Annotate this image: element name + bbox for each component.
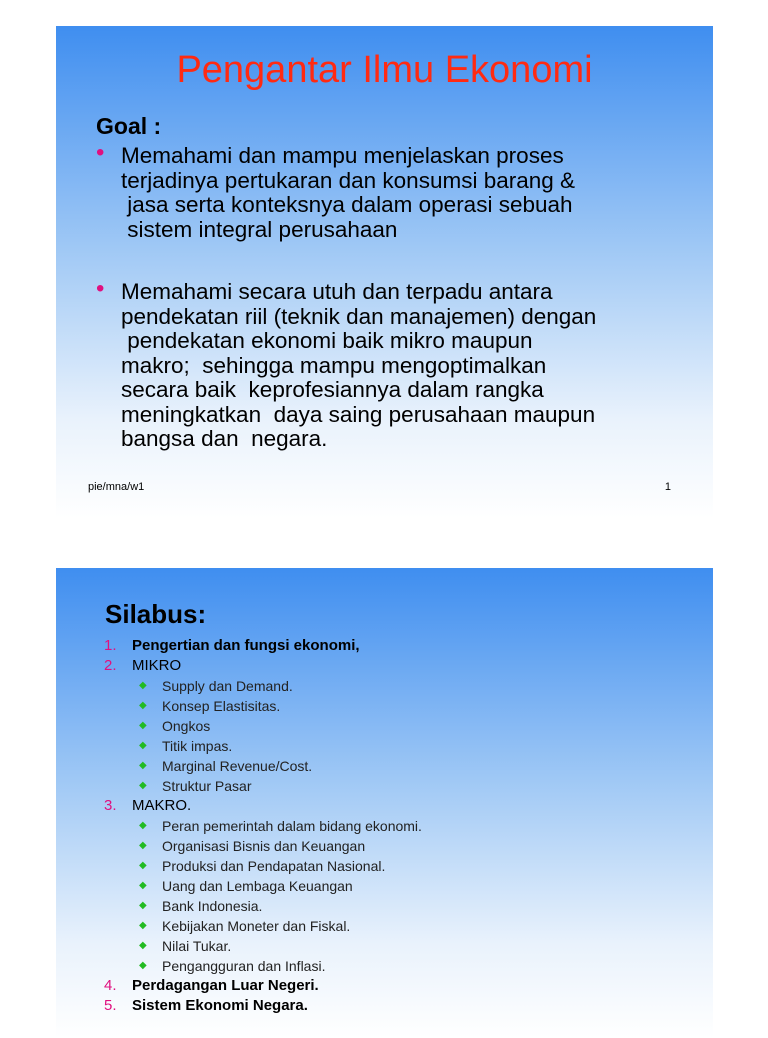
syllabus-subitem — [104, 776, 664, 796]
subitem-label: Marginal Revenue/Cost. — [162, 758, 313, 774]
syllabus-subitem — [104, 736, 664, 756]
diamond-bullet-icon: ◆ — [139, 720, 147, 731]
slide-2 — [56, 568, 713, 1038]
syllabus-list — [104, 636, 664, 1016]
syllabus-subitem — [104, 836, 664, 856]
syllabus-subitem — [104, 956, 664, 976]
goal-label: Goal : — [96, 113, 162, 139]
item-label: Perdagangan Luar Negeri. — [132, 977, 319, 994]
bullet-point — [96, 275, 696, 452]
subitem-label: Peran pemerintah dalam bidang ekonomi. — [162, 818, 422, 834]
bullet-icon: • — [96, 275, 105, 302]
diamond-bullet-icon: ◆ — [139, 780, 147, 791]
syllabus-subitem — [104, 716, 664, 736]
subitem-label: Kebijakan Moneter dan Fiskal. — [162, 918, 351, 934]
subitem-label: Nilai Tukar. — [162, 938, 232, 954]
item-number: 3. — [104, 797, 117, 814]
diamond-bullet-icon: ◆ — [139, 760, 147, 771]
subitem-label: Struktur Pasar — [162, 778, 252, 794]
bullet-line: meningkatkan daya saing perusahaan maupun — [121, 401, 596, 427]
bullet-line: makro; sehingga mampu mengoptimalkan — [121, 352, 547, 378]
subitem-label: Produksi dan Pendapatan Nasional. — [162, 858, 386, 874]
diamond-bullet-icon: ◆ — [139, 880, 147, 891]
bullet-line: Memahami secara utuh dan terpadu antara — [121, 279, 553, 304]
item-label: Sistem Ekonomi Negara. — [132, 997, 308, 1014]
item-label: MAKRO. — [132, 797, 192, 814]
slide-title: Silabus: — [105, 599, 207, 629]
syllabus-item — [104, 976, 664, 996]
subitem-label: Uang dan Lembaga Keuangan — [162, 878, 353, 894]
bullet-line: secara baik keprofesiannya dalam rangka — [121, 377, 544, 402]
syllabus-subitem — [104, 696, 664, 716]
syllabus-subitem — [104, 816, 664, 836]
bullet-line: terjadinya pertukaran dan konsumsi barang & — [121, 167, 576, 193]
syllabus-item — [104, 656, 664, 676]
bullet-line: sistem integral perusahaan — [121, 216, 398, 242]
syllabus-subitem — [104, 856, 664, 876]
bullet-text — [96, 144, 696, 242]
item-number: 2. — [104, 657, 117, 674]
bullet-line: bangsa dan negara. — [121, 426, 328, 451]
syllabus-subitem — [104, 936, 664, 956]
diamond-bullet-icon: ◆ — [139, 680, 147, 691]
slide-title: Pengantar Ilmu Ekonomi — [176, 49, 593, 91]
diamond-bullet-icon: ◆ — [139, 960, 147, 971]
slide-1 — [56, 26, 713, 518]
bullet-line: Memahami dan mampu menjelaskan proses — [121, 143, 564, 168]
syllabus-subitem — [104, 916, 664, 936]
subitem-label: Konsep Elastisitas. — [162, 698, 281, 714]
subitem-label: Organisasi Bisnis dan Keuangan — [162, 838, 366, 854]
diamond-bullet-icon: ◆ — [139, 920, 147, 931]
diamond-bullet-icon: ◆ — [139, 700, 147, 711]
diamond-bullet-icon: ◆ — [139, 940, 147, 951]
bullet-line: pendekatan ekonomi baik mikro maupun — [121, 328, 533, 353]
syllabus-item — [104, 636, 664, 656]
diamond-bullet-icon: ◆ — [139, 860, 147, 871]
syllabus-subitem — [104, 896, 664, 916]
bullet-text — [96, 280, 696, 452]
syllabus-item — [104, 996, 664, 1016]
subitem-label: Ongkos — [162, 718, 211, 734]
item-number: 5. — [104, 997, 117, 1014]
slide-number: 1 — [664, 481, 671, 493]
diamond-bullet-icon: ◆ — [139, 840, 147, 851]
syllabus-subitem — [104, 876, 664, 896]
syllabus-item — [104, 796, 664, 816]
bullet-point — [96, 139, 696, 242]
item-label: Pengertian dan fungsi ekonomi, — [132, 637, 360, 654]
item-label: MIKRO — [132, 657, 182, 674]
slide-footer-label: pie/mna/w1 — [88, 481, 145, 493]
subitem-label: Bank Indonesia. — [162, 898, 263, 914]
bullet-line: pendekatan riil (teknik dan manajemen) dengan — [121, 303, 597, 329]
diamond-bullet-icon: ◆ — [139, 740, 147, 751]
bullet-line: jasa serta konteksnya dalam operasi sebuah — [121, 192, 573, 217]
item-number: 1. — [104, 637, 117, 654]
subitem-label: Supply dan Demand. — [162, 678, 293, 694]
syllabus-subitem — [104, 676, 664, 696]
subitem-label: Titik impas. — [162, 738, 233, 754]
diamond-bullet-icon: ◆ — [139, 820, 147, 831]
syllabus-subitem — [104, 756, 664, 776]
diamond-bullet-icon: ◆ — [139, 900, 147, 911]
bullet-icon: • — [96, 139, 105, 166]
subitem-label: Pengangguran dan Inflasi. — [162, 958, 326, 974]
item-number: 4. — [104, 977, 117, 994]
